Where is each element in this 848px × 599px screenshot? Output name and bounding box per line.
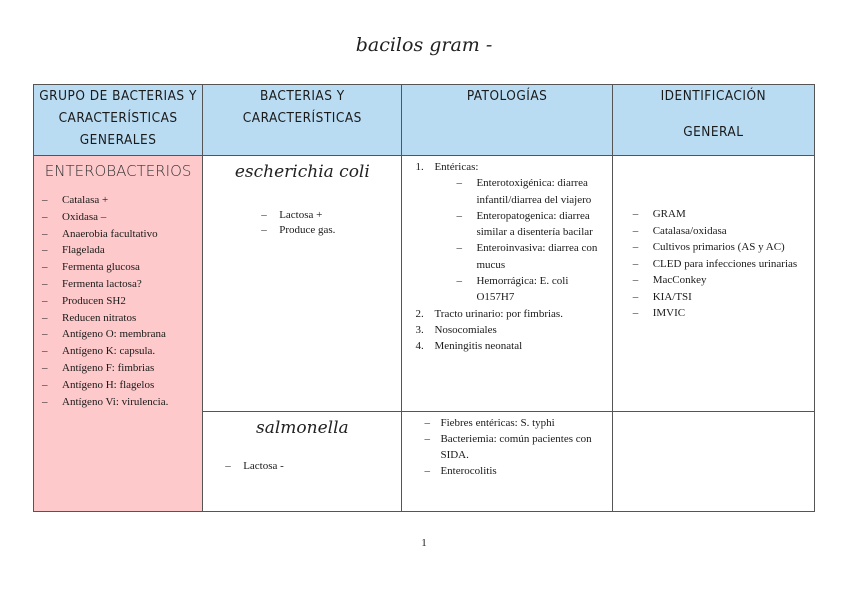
ecoli-name: escherichia coli: [234, 162, 370, 182]
list-item: – Catalasa/oxidasa: [613, 223, 814, 240]
list-item: – Anaerobia facultativo: [34, 226, 202, 243]
list-item: – Enteroinvasiva: diarrea con mucus: [434, 240, 611, 273]
ecoli-pathologies: [402, 159, 611, 355]
list-item: – Enterocolitis: [402, 463, 611, 479]
list-item: 2. Tracto urinario: por fimbrias.: [426, 306, 611, 322]
header-pathologies: PATOLOGÍAS: [402, 85, 612, 156]
list-item: – Bacteriemia: común pacientes con SIDA.: [402, 431, 611, 463]
list-item: – Antígeno K: capsula.: [34, 343, 202, 360]
ecoli-cell: [203, 156, 402, 412]
list-item: – Hemorrágica: E. coli O157H7: [434, 273, 611, 306]
list-item: – Flagelada: [34, 242, 202, 259]
list-item: – Antígeno F: fimbrias: [34, 360, 202, 377]
list-item: – Antígeno Vi: virulencia.: [34, 394, 202, 411]
group-name: ENTEROBACTERIOS: [44, 162, 192, 180]
salmonella-cell: [203, 412, 402, 512]
list-item: – Lactosa -: [203, 460, 401, 472]
list-item: – IMVIC: [613, 305, 814, 322]
salmonella-pathologies-cell: [402, 412, 612, 512]
header-group: GRUPO DE BACTERIAS Y CARACTERÍSTICAS GENERALES: [34, 85, 203, 156]
ecoli-pathologies-cell: [402, 156, 612, 412]
page-title: bacilos gram -: [355, 34, 493, 56]
list-item: – Antígeno H: flagelos: [34, 377, 202, 394]
list-item: – Lactosa +: [203, 208, 401, 223]
list-item: – KIA/TSI: [613, 289, 814, 306]
salmonella-features: [203, 460, 401, 472]
list-item: – Enterotoxigénica: diarrea infantil/diarrea del viajero: [434, 175, 611, 208]
header-identification-line2: GENERAL: [683, 124, 744, 140]
list-item: – Fiebres entéricas: S. typhi: [402, 415, 611, 431]
list-item: – Antígeno O: membrana: [34, 326, 202, 343]
salmonella-pathologies: [402, 415, 611, 479]
enteric-subtypes: [434, 175, 611, 305]
group-characteristics: [34, 192, 202, 410]
bacteria-table: [33, 84, 815, 512]
list-item: 4. Meningitis neonatal: [426, 338, 611, 354]
pathology-label: Entéricas:: [434, 161, 479, 173]
list-item: – Reducen nitratos: [34, 310, 202, 327]
list-item: – CLED para infecciones urinarias: [613, 256, 814, 273]
ecoli-features: [203, 208, 401, 238]
list-item: – MacConkey: [613, 272, 814, 289]
group-cell: [34, 156, 203, 512]
list-item: – Cultivos primarios (AS y AC): [613, 239, 814, 256]
list-item: – Oxidasa –: [34, 209, 202, 226]
header-identification-line1: IDENTIFICACIÓN: [660, 88, 767, 104]
salmonella-name: salmonella: [255, 418, 349, 438]
salmonella-identification-cell: [612, 412, 814, 512]
list-item: – Produce gas.: [203, 223, 401, 238]
header-identification: [612, 85, 814, 156]
ecoli-identification-cell: [612, 156, 814, 412]
list-item: [426, 159, 611, 306]
page-number: 1: [421, 537, 427, 549]
identification-list: [613, 206, 814, 322]
list-item: – GRAM: [613, 206, 814, 223]
list-item: – Fermenta lactosa?: [34, 276, 202, 293]
list-item: 3. Nosocomiales: [426, 322, 611, 338]
list-item: – Catalasa +: [34, 192, 202, 209]
list-item: – Fermenta glucosa: [34, 259, 202, 276]
header-bacteria: BACTERIAS Y CARACTERÍSTICAS: [203, 85, 402, 156]
list-item: – Producen SH2: [34, 293, 202, 310]
list-item: – Enteropatogenica: diarrea similar a disentería bacilar: [434, 208, 611, 241]
